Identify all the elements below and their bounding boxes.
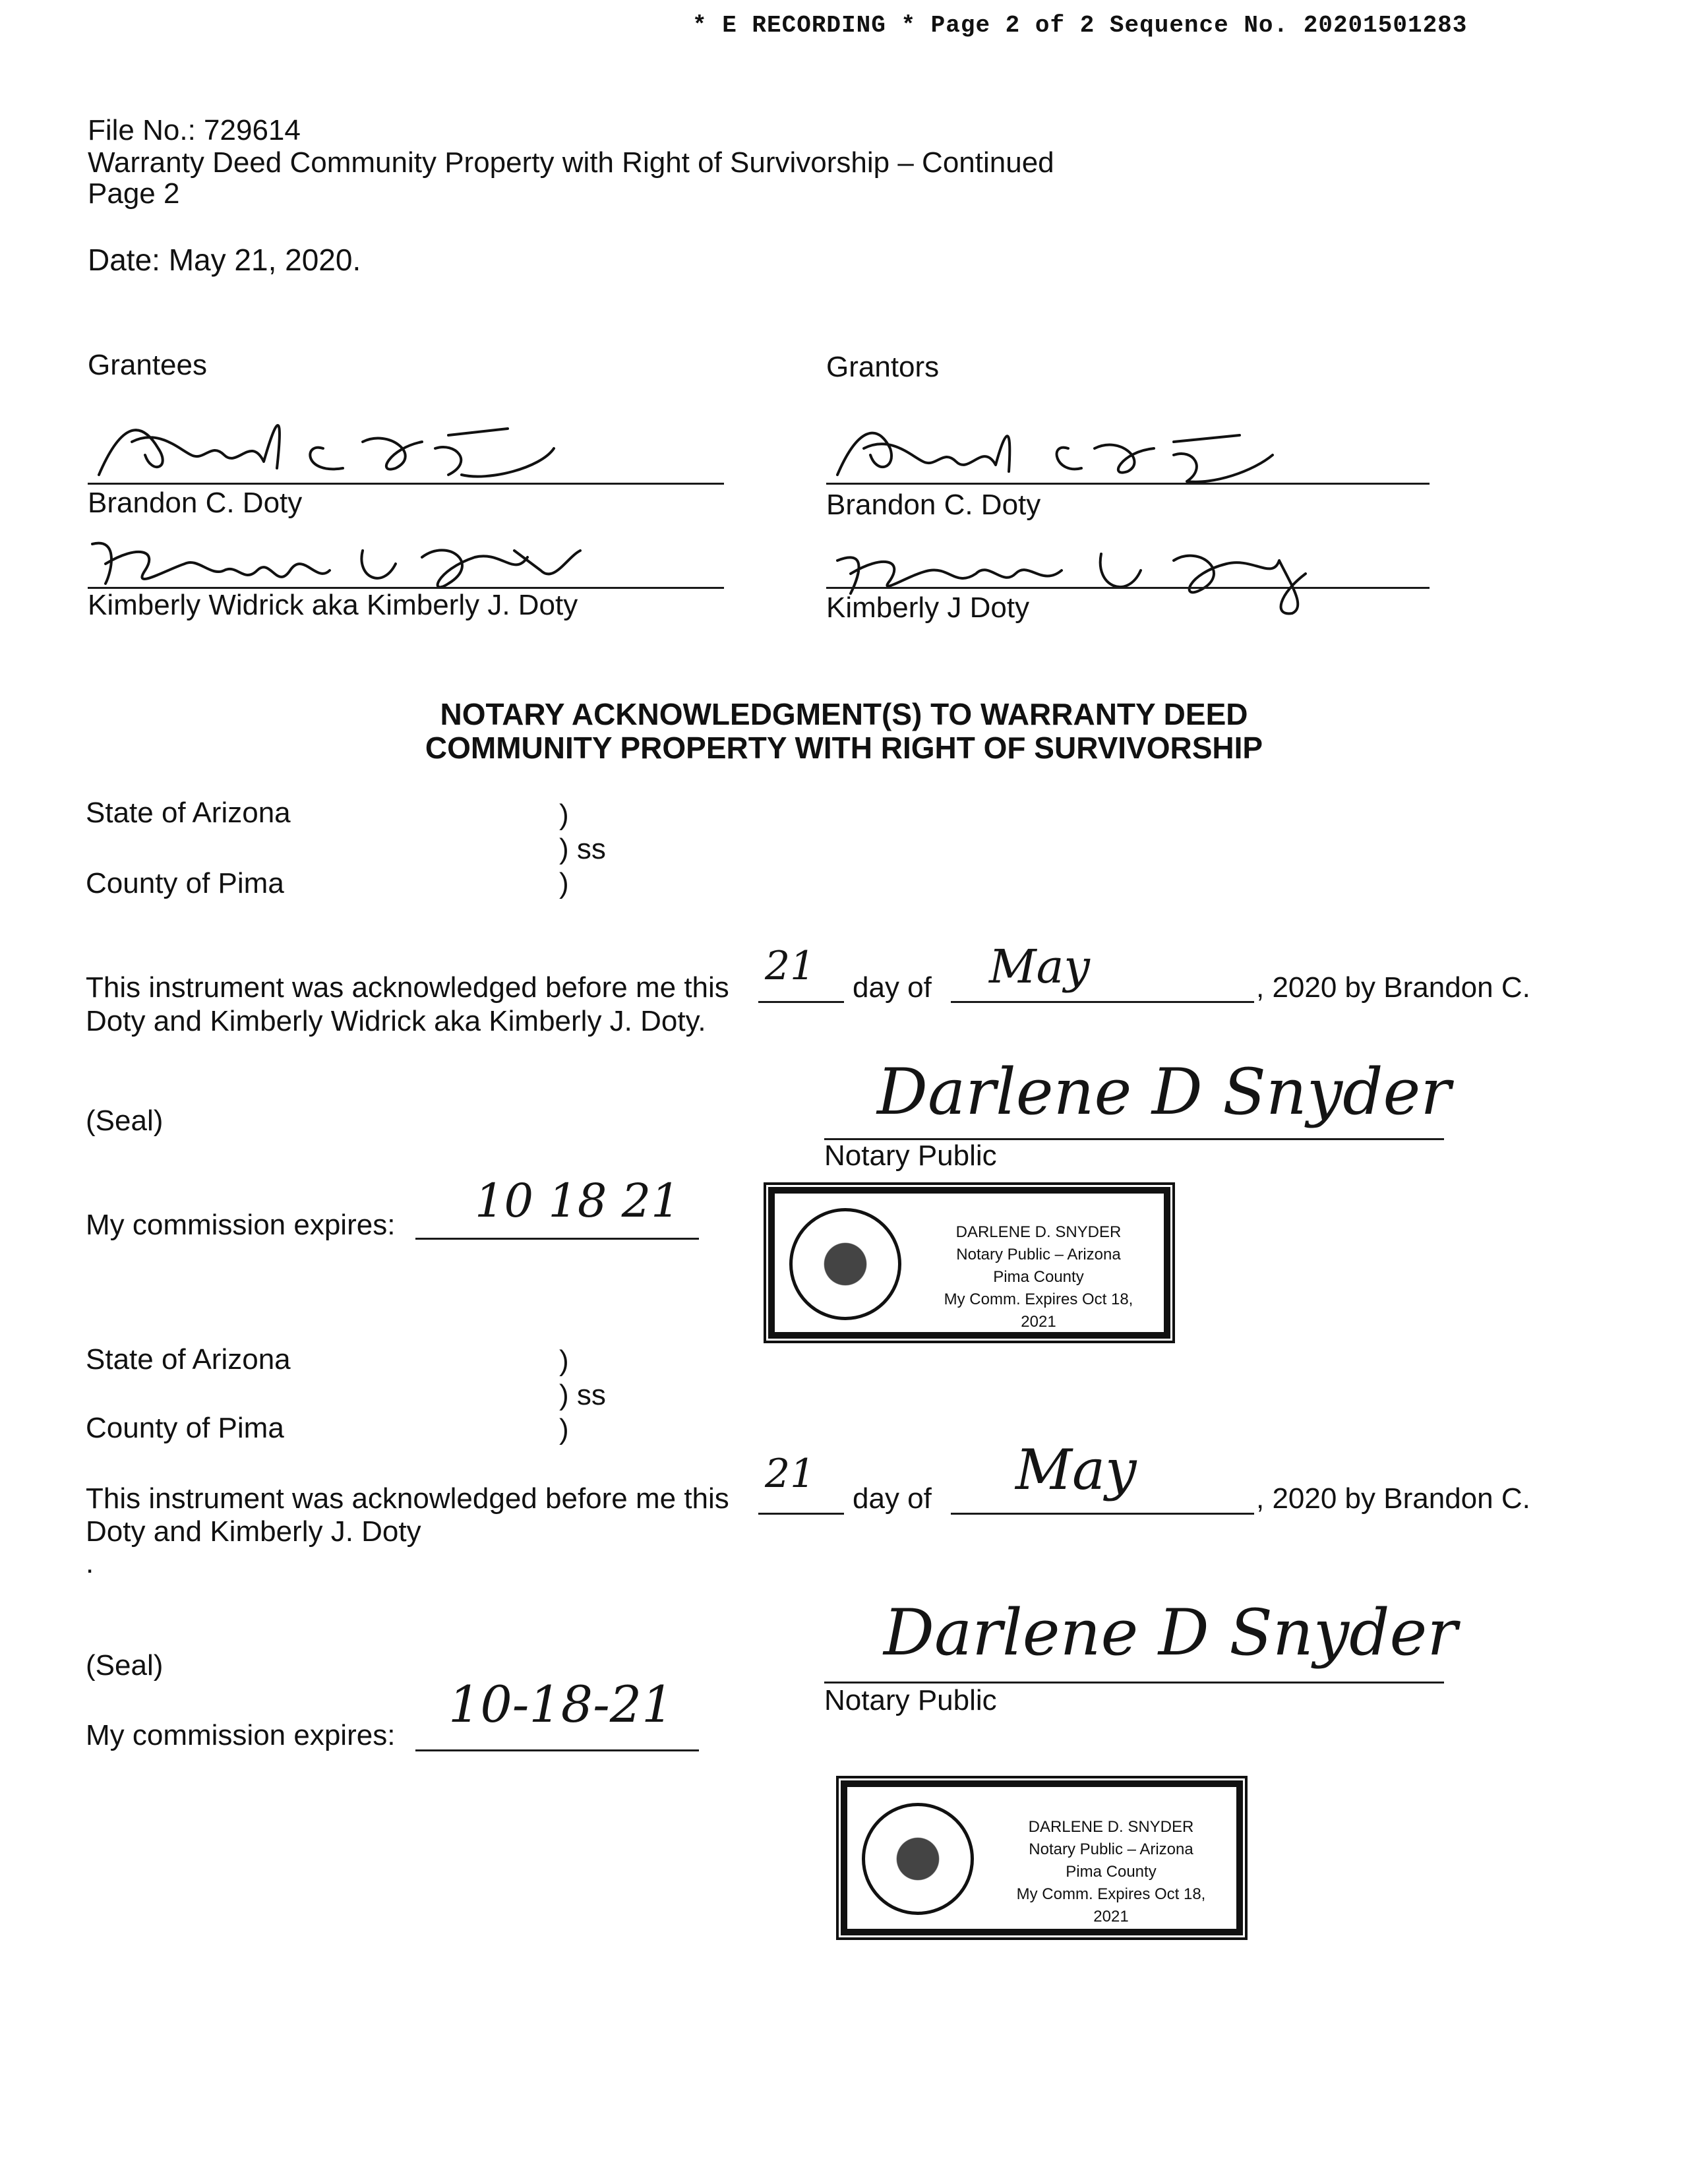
- stamp2-county: Pima County: [1066, 1863, 1157, 1881]
- ack2-ss: ) ss: [559, 1379, 606, 1411]
- ack2-commission-written: 10-18-21: [448, 1675, 674, 1734]
- stamp1-name: DARLENE D. SNYDER: [955, 1223, 1122, 1241]
- ack1-day-written: 21: [765, 943, 816, 989]
- page-label: Page 2: [88, 177, 180, 210]
- ack2-paren3: ): [559, 1413, 569, 1445]
- file-number: File No.: 729614: [88, 114, 301, 146]
- grantee1-signature-line: [88, 483, 724, 485]
- state-seal-icon: [862, 1803, 974, 1915]
- ack2-notary-public: Notary Public: [824, 1684, 997, 1716]
- ack2-day-written: 21: [765, 1451, 816, 1497]
- recording-header: * E RECORDING * Page 2 of 2 Sequence No. 20201501283: [692, 12, 1468, 39]
- ack2-month-written: May: [1015, 1438, 1137, 1502]
- ack2-day-of: day of: [853, 1482, 932, 1515]
- stamp2-expires: My Comm. Expires Oct 18, 2021: [1016, 1885, 1206, 1926]
- ack1-month-written: May: [989, 940, 1090, 994]
- ack2-state: State of Arizona: [86, 1343, 291, 1376]
- ack1-commission-label: My commission expires:: [86, 1209, 396, 1241]
- ack1-day-line: [758, 1001, 844, 1003]
- ack1-state: State of Arizona: [86, 797, 291, 829]
- notary-stamp-1: [768, 1187, 1170, 1339]
- ack1-line1-end: , 2020 by Brandon C.: [1256, 971, 1530, 1004]
- document-title: Warranty Deed Community Property with Right of Survivorship – Continued: [88, 146, 1054, 179]
- state-seal-icon: [789, 1208, 901, 1320]
- ack2-day-line: [758, 1513, 844, 1515]
- grantor1-signature: [818, 409, 1431, 488]
- ack2-notary-signature: Darlene D Snyder: [884, 1596, 1458, 1670]
- ack1-paren3: ): [559, 867, 569, 899]
- stamp1-county: Pima County: [993, 1268, 1084, 1286]
- notary-stamp-2: [841, 1780, 1243, 1935]
- grantor2-signature-line: [826, 587, 1430, 589]
- ack1-month-line: [951, 1001, 1254, 1003]
- stamp1-expires: My Comm. Expires Oct 18, 2021: [944, 1290, 1133, 1331]
- grantee1-signature: [79, 402, 725, 488]
- ack1-commission-line: [415, 1238, 699, 1240]
- ack2-commission-label: My commission expires:: [86, 1719, 396, 1751]
- ack1-notary-signature: Darlene D Snyder: [877, 1055, 1451, 1129]
- grantors-heading: Grantors: [826, 351, 940, 383]
- grantees-heading: Grantees: [88, 349, 207, 381]
- ack1-seal-label: (Seal): [86, 1105, 164, 1137]
- ack1-line2: Doty and Kimberly Widrick aka Kimberly J. Doty.: [86, 1005, 706, 1037]
- grantee1-name: Brandon C. Doty: [88, 487, 303, 519]
- grantee2-name: Kimberly Widrick aka Kimberly J. Doty: [88, 589, 578, 621]
- grantor2-name: Kimberly J Doty: [826, 592, 1030, 624]
- document-date: Date: May 21, 2020.: [88, 243, 361, 277]
- notary-title-line1: NOTARY ACKNOWLEDGMENT(S) TO WARRANTY DEED: [440, 697, 1248, 731]
- ack1-day-of: day of: [853, 971, 932, 1004]
- grantor1-signature-line: [826, 483, 1430, 485]
- ack2-dot: .: [86, 1547, 94, 1579]
- ack1-commission-written: 10 18 21: [475, 1174, 680, 1228]
- ack2-line1-end: , 2020 by Brandon C.: [1256, 1482, 1530, 1515]
- stamp1-title: Notary Public – Arizona: [956, 1246, 1121, 1263]
- ack2-county: County of Pima: [86, 1412, 284, 1444]
- grantor1-name: Brandon C. Doty: [826, 489, 1041, 521]
- stamp2-name: DARLENE D. SNYDER: [1028, 1818, 1194, 1836]
- ack1-county: County of Pima: [86, 867, 284, 899]
- ack2-commission-line: [415, 1749, 699, 1751]
- stamp2-title: Notary Public – Arizona: [1029, 1840, 1193, 1858]
- ack2-line2: Doty and Kimberly J. Doty: [86, 1515, 421, 1548]
- ack1-paren1: ): [559, 799, 569, 831]
- ack1-ss: ) ss: [559, 833, 606, 865]
- ack1-line1-start: This instrument was acknowledged before me this: [86, 971, 729, 1004]
- ack2-month-line: [951, 1513, 1254, 1515]
- ack1-notary-public: Notary Public: [824, 1139, 997, 1172]
- ack2-line1-start: This instrument was acknowledged before me this: [86, 1482, 729, 1515]
- ack2-paren1: ): [559, 1345, 569, 1377]
- ack2-seal-label: (Seal): [86, 1649, 164, 1682]
- notary-title-line2: COMMUNITY PROPERTY WITH RIGHT OF SURVIVORSHIP: [425, 731, 1263, 765]
